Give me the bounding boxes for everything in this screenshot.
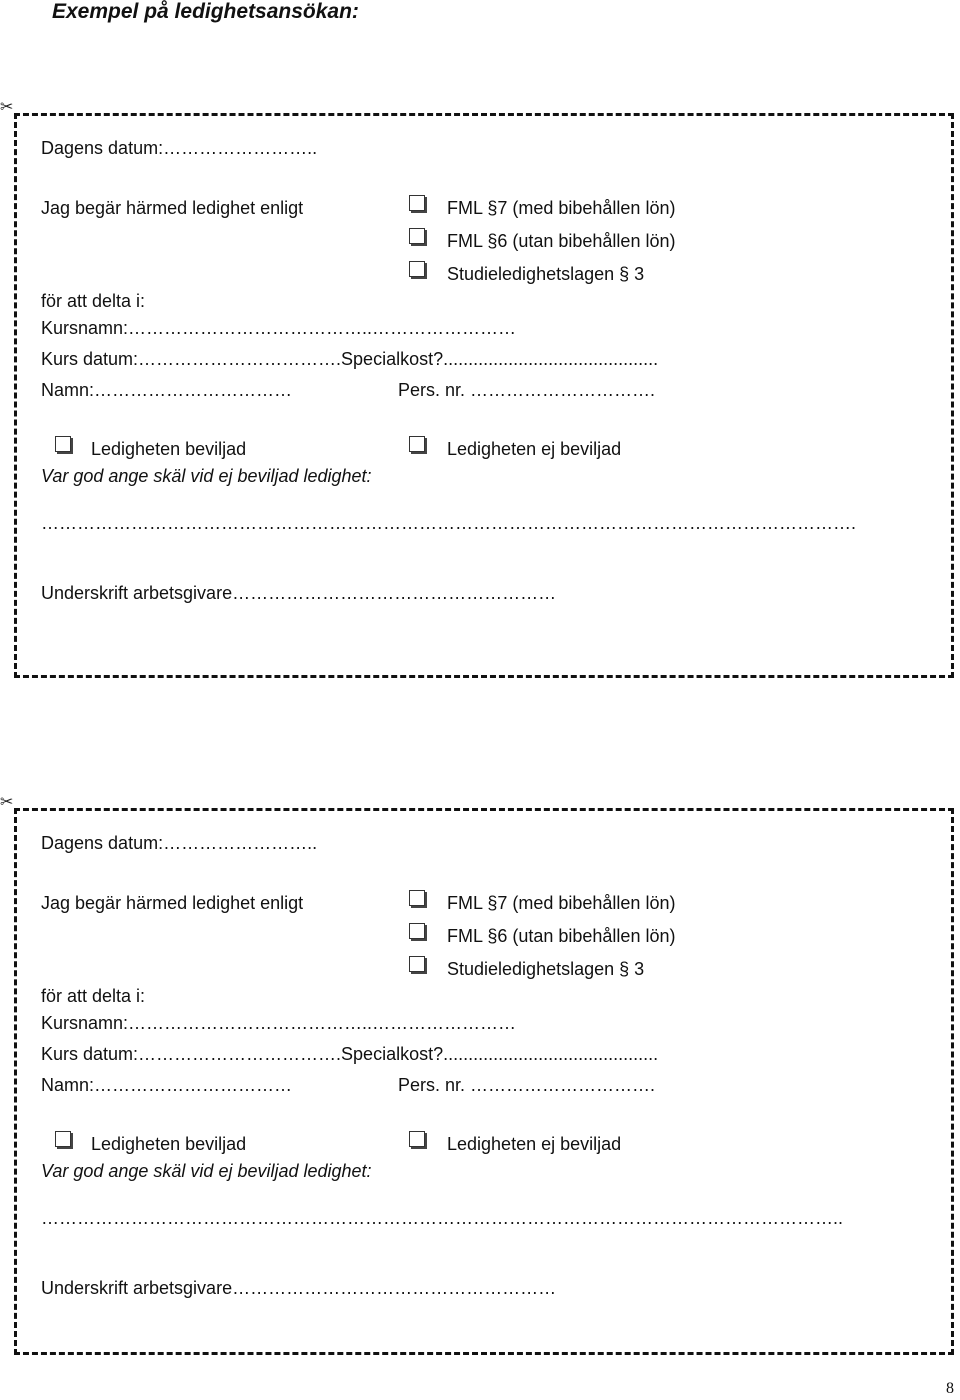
approved-label: Ledigheten beviljad (91, 439, 247, 459)
name-field[interactable]: Namn:…………………………… (41, 1075, 293, 1095)
pers-nr-label: Pers. nr. (398, 1075, 466, 1095)
option-fml6-label: FML §6 (utan bibehållen lön) (447, 231, 676, 251)
reason-field[interactable]: …………………………………………………………………………………………………………………….. (41, 1208, 844, 1228)
course-date-field[interactable] (41, 348, 658, 370)
denied-label: Ledigheten ej beviljad (447, 439, 622, 459)
option-fml7-label: FML §7 (med bibehållen lön) (447, 198, 676, 218)
checkbox-denied[interactable] (409, 436, 425, 452)
checkbox-denied[interactable] (409, 1131, 425, 1147)
page-title: Exempel på ledighetsansökan: (52, 0, 359, 23)
pers-nr-input[interactable]: …………………………. (470, 380, 656, 400)
purpose-label: för att delta i: (41, 291, 146, 311)
reason-label: Var god ange skäl vid ej beviljad ledighet: (41, 466, 372, 486)
option-studieledighet-label: Studieledighetslagen § 3 (447, 264, 645, 284)
request-label: Jag begär härmed ledighet enligt (41, 893, 304, 913)
employer-signature-field[interactable]: Underskrift arbetsgivare……………………………………………… (41, 1278, 557, 1298)
course-date-field[interactable] (41, 1043, 658, 1065)
checkbox-approved[interactable] (55, 1131, 71, 1147)
pers-nr-input[interactable]: …………………………. (470, 1075, 656, 1095)
scissors-icon: ✂ (0, 794, 14, 811)
checkbox-studieledighet[interactable] (409, 261, 425, 277)
option-studieledighet-label: Studieledighetslagen § 3 (447, 959, 645, 979)
pers-nr-label: Pers. nr. (398, 380, 466, 400)
option-fml6-label: FML §6 (utan bibehållen lön) (447, 926, 676, 946)
date-label: Dagens datum:…………………….. (41, 138, 318, 158)
reason-field[interactable]: ………………………………………………………………………………………………………………………. (41, 513, 857, 533)
course-name-field[interactable]: Kursnamn:…………………………………..…………………… (41, 318, 517, 338)
leave-application-form-2 (14, 808, 954, 1355)
pers-nr-field[interactable] (398, 1074, 655, 1096)
approved-label: Ledigheten beviljad (91, 1134, 247, 1154)
option-fml7-label: FML §7 (med bibehållen lön) (447, 893, 676, 913)
denied-label: Ledigheten ej beviljad (447, 1134, 622, 1154)
name-field[interactable]: Namn:…………………………… (41, 380, 293, 400)
course-name-field[interactable]: Kursnamn:…………………………………..…………………… (41, 1013, 517, 1033)
checkbox-fml7[interactable] (409, 195, 425, 211)
request-label: Jag begär härmed ledighet enligt (41, 198, 304, 218)
special-cost-field[interactable]: ........................................... (443, 1044, 659, 1064)
date-label: Dagens datum:…………………….. (41, 833, 318, 853)
course-date-label: Kurs datum:…………………………….Specialkost? (41, 349, 444, 369)
course-date-label: Kurs datum:…………………………….Specialkost? (41, 1044, 444, 1064)
checkbox-studieledighet[interactable] (409, 956, 425, 972)
scissors-icon: ✂ (0, 99, 14, 116)
checkbox-approved[interactable] (55, 436, 71, 452)
reason-label: Var god ange skäl vid ej beviljad ledighet: (41, 1161, 372, 1181)
employer-signature-field[interactable]: Underskrift arbetsgivare……………………………………………… (41, 583, 557, 603)
checkbox-fml6[interactable] (409, 923, 425, 939)
leave-application-form-1 (14, 113, 954, 678)
page-number: 8 (946, 1380, 954, 1397)
special-cost-field[interactable]: ........................................... (443, 349, 659, 369)
purpose-label: för att delta i: (41, 986, 146, 1006)
checkbox-fml7[interactable] (409, 890, 425, 906)
pers-nr-field[interactable] (398, 379, 655, 401)
checkbox-fml6[interactable] (409, 228, 425, 244)
